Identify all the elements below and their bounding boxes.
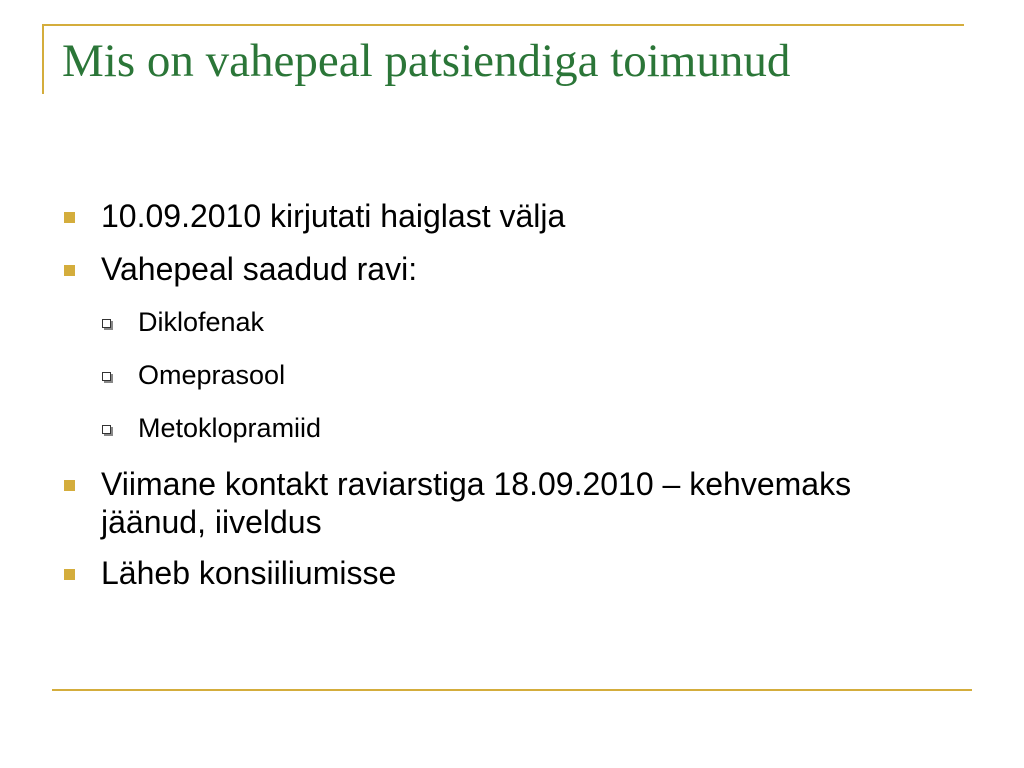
sub-bullet-item-metoklopramiid xyxy=(62,402,942,455)
sub-bullet-text: Omeprasool xyxy=(138,360,286,390)
bullet-text: Läheb konsiiliumisse xyxy=(101,555,397,591)
sub-bullet-item-omeprasool xyxy=(62,349,942,402)
bullet-text: Vahepeal saadud ravi: xyxy=(101,251,418,287)
hollow-square-bullet-icon xyxy=(102,372,111,381)
hollow-square-bullet-icon xyxy=(102,319,111,328)
frame-bottom-line xyxy=(52,689,972,691)
hollow-square-bullet-icon xyxy=(102,425,111,434)
bullet-item-treatment xyxy=(62,243,942,296)
square-bullet-icon xyxy=(64,265,75,276)
sub-bullet-text: Metoklopramiid xyxy=(138,413,322,443)
bullet-item-consilium xyxy=(62,547,942,600)
bullet-text: 10.09.2010 kirjutati haiglast välja xyxy=(101,198,566,234)
square-bullet-icon xyxy=(64,569,75,580)
frame-top-line xyxy=(42,24,964,26)
square-bullet-icon xyxy=(64,480,75,491)
frame-left-line xyxy=(42,24,44,94)
slide-title: Mis on vahepeal patsiendiga toimunud xyxy=(62,35,791,87)
bullet-list xyxy=(62,190,942,600)
sub-bullet-item-diklofenak xyxy=(62,296,942,349)
bullet-item-discharge xyxy=(62,190,942,243)
bullet-text: Viimane kontakt raviarstiga 18.09.2010 – kehvemaks jäänud, iiveldus xyxy=(101,466,852,540)
square-bullet-icon xyxy=(64,212,75,223)
sub-bullet-text: Diklofenak xyxy=(138,307,265,337)
bullet-item-last-contact xyxy=(62,465,942,541)
